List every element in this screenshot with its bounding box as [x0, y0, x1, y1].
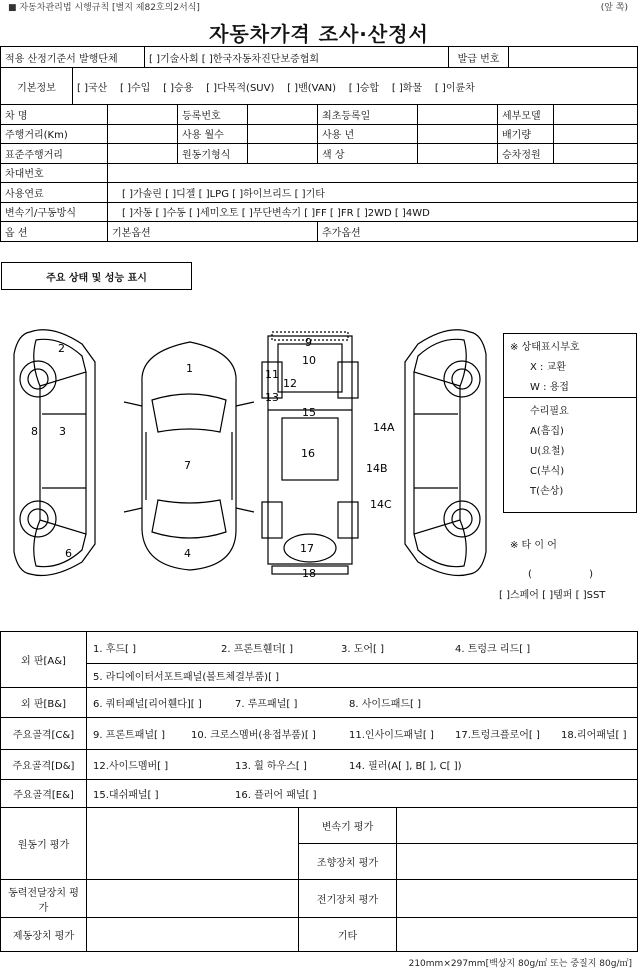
section-title: 주요 상태 및 성능 표시 — [1, 262, 192, 290]
basic-option[interactable]: [ ]밴(VAN) — [287, 82, 337, 94]
basic-option[interactable]: [ ]다목적(SUV) — [206, 82, 275, 94]
legend-x: X : 교환 — [530, 362, 566, 373]
transmission-label: 변속기/구동방식 — [1, 202, 108, 222]
part-item[interactable]: 13. 휠 하우스[ ] — [235, 761, 307, 772]
status-legend — [503, 333, 637, 513]
tire-value[interactable]: ( ) — [528, 569, 594, 580]
frame-e-label: 주요골격[E&] — [1, 780, 87, 808]
law-reference: ■ 자동차관리법 시행규칙 [별지 제82호의2서식] — [8, 3, 200, 13]
part-label: 14A — [373, 421, 395, 434]
basic-option[interactable]: [ ]이륜차 — [434, 82, 475, 94]
engine-type-label: 원동기형식 — [178, 144, 248, 164]
issue-number-label: 발급 번호 — [449, 47, 509, 68]
part-label: 13 — [265, 391, 279, 404]
part-label: 17 — [300, 542, 314, 555]
frame-d-items[interactable] — [87, 750, 638, 780]
capacity-label: 승차정원 — [498, 144, 554, 164]
reg-no-label: 등록번호 — [178, 105, 248, 125]
basic-option[interactable]: [ ]수입 — [120, 82, 151, 94]
basic-info-table — [0, 67, 638, 105]
legend-t: T(손상) — [530, 486, 564, 497]
part-label: 4 — [184, 547, 191, 560]
transmission-options[interactable]: [ ]자동 [ ]수동 [ ]세미오토 [ ]무단변속기 [ ]FF [ ]FR [ ]2WD [ ]4WD — [108, 202, 638, 222]
part-item[interactable]: 3. 도어[ ] — [341, 644, 385, 655]
years-label: 사용 년 — [318, 124, 418, 144]
document-title: 자동차가격 조사·산정서 — [209, 22, 429, 46]
part-item[interactable]: 6. 쿼터패널[리어휀다][ ] — [93, 699, 202, 710]
part-item[interactable]: 18.리어패널[ ] — [561, 730, 627, 741]
engine-label: 원동기 평가 — [1, 808, 87, 880]
brake-label: 제동장치 평가 — [1, 918, 87, 952]
legend-u: U(요철) — [530, 446, 565, 457]
part-item[interactable]: 9. 프론트패널[ ] — [93, 730, 166, 741]
part-item[interactable]: 10. 크로스멤버(용접부품)[ ] — [191, 730, 316, 741]
part-label: 12 — [283, 377, 297, 390]
part-label: 15 — [302, 406, 316, 419]
part-label: 1 — [186, 362, 193, 375]
engine-value[interactable] — [87, 808, 299, 880]
part-label: 3 — [59, 425, 66, 438]
detail-model-value[interactable] — [554, 105, 638, 125]
issuer-label: 적용 산정기준서 발행단체 — [1, 47, 145, 68]
part-item[interactable]: 1. 후드[ ] — [93, 644, 137, 655]
mileage-value[interactable] — [108, 124, 178, 144]
inspection-table — [0, 631, 638, 952]
months-label: 사용 월수 — [178, 124, 248, 144]
header-bar — [0, 0, 638, 12]
part-item[interactable]: 8. 사이드패드[ ] — [349, 699, 422, 710]
car-name-value[interactable] — [108, 105, 178, 125]
fuel-label: 사용연료 — [1, 183, 108, 203]
part-item[interactable]: 5. 라디에이터서포트패널(볼트체결부품)[ ] — [87, 664, 638, 688]
vin-value[interactable] — [108, 163, 638, 183]
legend-repair: 수리필요 — [530, 406, 569, 417]
part-label: 2 — [58, 342, 65, 355]
vin-label: 차대번호 — [1, 163, 108, 183]
mileage-label: 주행거리(Km) — [1, 124, 108, 144]
part-item[interactable]: 17.트렁크플로어[ ] — [455, 730, 540, 741]
option-extra[interactable]: 추가옵션 — [318, 222, 638, 242]
detail-model-label: 세부모델 — [498, 105, 554, 125]
electric-label: 전기장치 평가 — [299, 880, 397, 918]
part-label: 14C — [370, 498, 392, 511]
steering-value[interactable] — [397, 844, 638, 880]
page-side: (앞 쪽) — [600, 3, 628, 13]
part-label: 18 — [302, 567, 316, 580]
electric-value[interactable] — [397, 880, 638, 918]
tire-title: ※ 타 이 어 — [510, 540, 557, 551]
part-label: 16 — [301, 447, 315, 460]
option-label: 옵 션 — [1, 222, 108, 242]
legend-w: W : 용접 — [530, 382, 569, 393]
outer-a-label: 외 판[A&] — [1, 632, 87, 688]
basic-info-options[interactable] — [73, 68, 638, 105]
outer-b-items[interactable] — [87, 688, 638, 718]
part-label: 8 — [31, 425, 38, 438]
legend-title: ※ 상태표시부호 — [510, 342, 580, 353]
etc-label: 기타 — [299, 918, 397, 952]
part-item[interactable]: 11.인사이드패널[ ] — [349, 730, 434, 741]
tire-options[interactable]: [ ]스페어 [ ]템퍼 [ ]SST — [499, 590, 606, 601]
displacement-value[interactable] — [554, 124, 638, 144]
fuel-options[interactable]: [ ]가솔린 [ ]디젤 [ ]LPG [ ]하이브리드 [ ]기타 — [108, 183, 638, 203]
issuer-options[interactable]: [ ]기술사회 [ ]한국자동차진단보증협회 — [145, 47, 449, 68]
std-mileage-label: 표준주행거리 — [1, 144, 108, 164]
part-item[interactable]: 12.사이드멤버[ ] — [93, 761, 169, 772]
legend-a: A(흠집) — [530, 426, 564, 437]
legend-c: C(부식) — [530, 466, 565, 477]
basic-option[interactable]: [ ]승용 — [163, 82, 194, 94]
part-item[interactable]: 15.대쉬패널[ ] — [93, 790, 159, 801]
part-item[interactable]: 2. 프론트휀더[ ] — [221, 644, 294, 655]
outer-a-items[interactable] — [87, 632, 638, 664]
power-value[interactable] — [87, 880, 299, 918]
option-basic[interactable]: 기본옵션 — [108, 222, 318, 242]
part-item[interactable]: 7. 루프패널[ ] — [235, 699, 298, 710]
part-label: 11 — [265, 368, 279, 381]
power-label: 동력전달장치 평가 — [1, 880, 87, 918]
color-label: 색 상 — [318, 144, 418, 164]
part-label: 7 — [184, 459, 191, 472]
part-label: 9 — [305, 336, 312, 349]
transmission-eval-label: 변속기 평가 — [299, 808, 397, 844]
years-value[interactable] — [418, 124, 498, 144]
part-item[interactable]: 4. 트렁크 리드[ ] — [455, 644, 531, 655]
first-reg-value[interactable] — [418, 105, 498, 125]
vehicle-spec-table — [0, 104, 638, 242]
car-name-label: 차 명 — [1, 105, 108, 125]
reg-no-value[interactable] — [248, 105, 318, 125]
frame-e-items[interactable] — [87, 780, 638, 808]
displacement-label: 배기량 — [498, 124, 554, 144]
transmission-eval-value[interactable] — [397, 808, 638, 844]
color-value[interactable] — [418, 144, 498, 164]
steering-label: 조향장치 평가 — [299, 844, 397, 880]
part-label: 10 — [302, 354, 316, 367]
part-label: 6 — [65, 547, 72, 560]
part-label: 14B — [366, 462, 388, 475]
issue-number-value[interactable] — [509, 47, 638, 68]
basic-option[interactable]: [ ]국산 — [77, 82, 108, 94]
first-reg-label: 최초등록일 — [318, 105, 418, 125]
engine-type-value[interactable] — [248, 144, 318, 164]
paper-spec: 210mm×297mm[백상지 80g/㎡ 또는 중질지 80g/㎡] — [408, 959, 632, 969]
basic-option[interactable]: [ ]화물 — [391, 82, 423, 94]
part-item[interactable]: 14. 필러(A[ ], B[ ], C[ ]) — [349, 761, 462, 772]
frame-c-label: 주요골격[C&] — [1, 718, 87, 750]
etc-value[interactable] — [397, 918, 638, 952]
std-mileage-value[interactable] — [108, 144, 178, 164]
basic-info-label: 기본정보 — [1, 68, 73, 105]
frame-d-label: 주요골격[D&] — [1, 750, 87, 780]
brake-value[interactable] — [87, 918, 299, 952]
frame-c-items[interactable] — [87, 718, 638, 750]
issuer-table — [0, 46, 638, 68]
part-item[interactable]: 16. 플러어 패널[ ] — [235, 790, 317, 801]
basic-option[interactable]: [ ]승합 — [348, 82, 380, 94]
outer-b-label: 외 판[B&] — [1, 688, 87, 718]
vehicle-diagram — [0, 322, 500, 584]
capacity-value[interactable] — [554, 144, 638, 164]
months-value[interactable] — [248, 124, 318, 144]
